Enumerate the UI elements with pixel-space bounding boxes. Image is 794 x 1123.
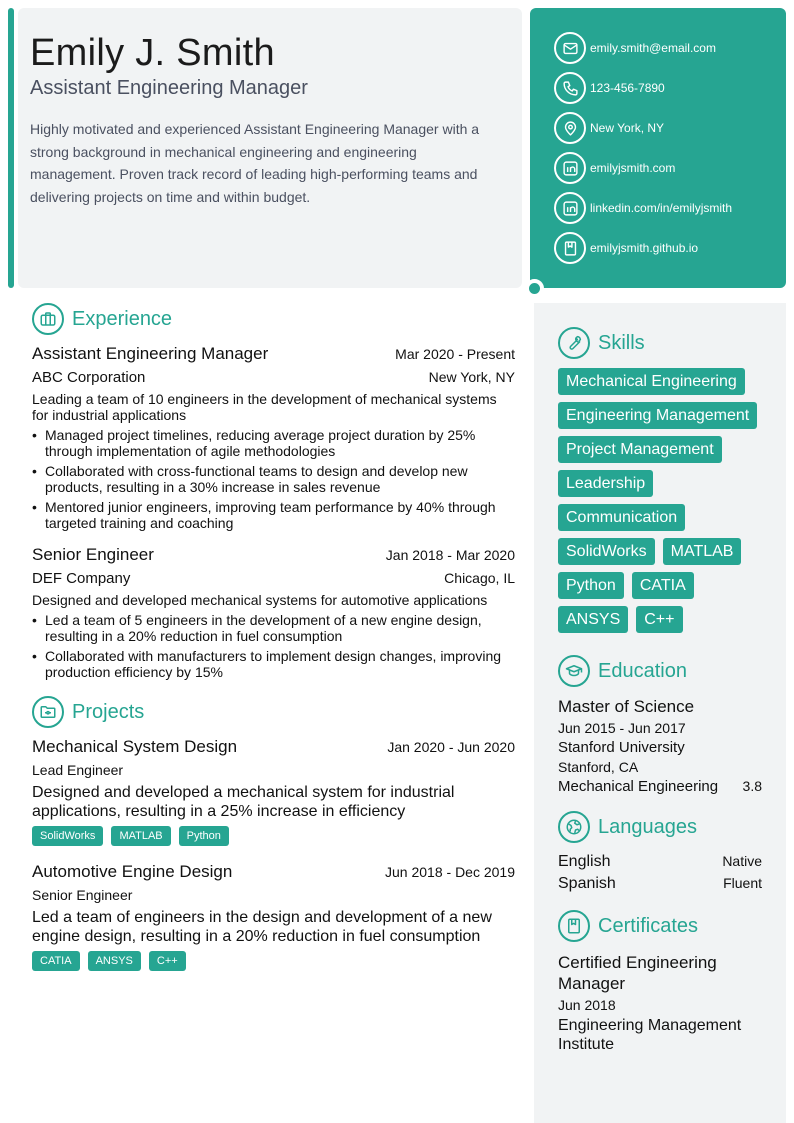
project-tag: MATLAB bbox=[111, 826, 170, 846]
language-level: Fluent bbox=[723, 875, 762, 891]
project-tags bbox=[32, 826, 515, 846]
certificate-name: Certified Engineering Manager bbox=[558, 953, 717, 993]
gpa: 3.8 bbox=[742, 778, 762, 794]
education-dates: Jun 2015 - Jun 2017 bbox=[558, 720, 686, 736]
skill-tag: MATLAB bbox=[663, 538, 742, 565]
project-name: Mechanical System Design bbox=[32, 737, 238, 756]
skill-tag: Python bbox=[558, 572, 624, 599]
job-bullet: • Collaborated with cross-functional teams to design and develop new products, resulting in a 30% increase in sales revenue bbox=[32, 463, 515, 495]
project-description: Led a team of engineers in the design and development of a new engine design, resulting in a 20% reduction in fuel consumption bbox=[32, 909, 492, 945]
job-bullet: • Mentored junior engineers, improving team performance by 40% through targeted training and coaching bbox=[32, 499, 515, 531]
skill-tag: Project Management bbox=[558, 436, 722, 463]
school-name: Stanford University bbox=[558, 739, 685, 756]
job-dates: Mar 2020 - Present bbox=[395, 346, 515, 362]
skills-section-header bbox=[558, 327, 762, 359]
wrench-icon bbox=[558, 327, 590, 359]
email-text: emily.smith@email.com bbox=[590, 41, 716, 55]
certificate-date: Jun 2018 bbox=[558, 997, 616, 1013]
certificates-section-header bbox=[558, 910, 762, 942]
website-text: emilyjsmith.com bbox=[590, 161, 676, 175]
project-tag: Python bbox=[179, 826, 229, 846]
school-location: Stanford, CA bbox=[558, 759, 639, 775]
envelope-icon bbox=[554, 32, 586, 64]
projects-section-header bbox=[32, 696, 515, 728]
skill-tag: SolidWorks bbox=[558, 538, 655, 565]
folder-icon bbox=[32, 696, 64, 728]
resume-header bbox=[18, 8, 522, 288]
job-bullets bbox=[32, 427, 515, 531]
job-location: Chicago, IL bbox=[444, 570, 515, 586]
project-tags bbox=[32, 951, 515, 971]
project-name: Automotive Engine Design bbox=[32, 862, 233, 881]
candidate-title: Assistant Engineering Manager bbox=[30, 77, 308, 99]
skill-tag: CATIA bbox=[632, 572, 694, 599]
graduation-cap-icon bbox=[558, 655, 590, 687]
project-tag: SolidWorks bbox=[32, 826, 103, 846]
certificate-item bbox=[558, 952, 762, 1054]
skill-tag: Leadership bbox=[558, 470, 653, 497]
language-item bbox=[558, 875, 762, 893]
language-name: Spanish bbox=[558, 875, 616, 892]
profile-summary: Highly motivated and experienced Assistant Engineering Manager with a strong background in mechanical engineering and engineering management. Proven track record of leading high-performing teams and delivering projects on time and within budget. bbox=[30, 121, 480, 205]
job-title: Senior Engineer bbox=[32, 545, 154, 564]
github-text: emilyjsmith.github.io bbox=[590, 241, 699, 255]
languages-section-header bbox=[558, 811, 762, 843]
project-item bbox=[32, 737, 515, 846]
project-item bbox=[32, 862, 515, 971]
project-role: Senior Engineer bbox=[32, 887, 133, 903]
briefcase-icon bbox=[32, 303, 64, 335]
header-accent-bar bbox=[8, 8, 14, 288]
language-name: English bbox=[558, 853, 611, 870]
education-item bbox=[558, 697, 762, 795]
section-title: Languages bbox=[598, 815, 697, 838]
phone-text: 123-456-7890 bbox=[590, 81, 665, 95]
language-level: Native bbox=[722, 853, 762, 869]
phone-icon bbox=[554, 72, 586, 104]
contact-location bbox=[554, 112, 786, 144]
job-bullets bbox=[32, 612, 515, 680]
section-title: Education bbox=[598, 659, 687, 682]
job-dates: Jan 2018 - Mar 2020 bbox=[385, 547, 515, 563]
skill-tag: Engineering Management bbox=[558, 402, 757, 429]
timeline-dot bbox=[525, 279, 544, 298]
project-role: Lead Engineer bbox=[32, 762, 124, 778]
skills-list bbox=[558, 368, 768, 640]
job-title: Assistant Engineering Manager bbox=[32, 344, 269, 363]
project-dates: Jan 2020 - Jun 2020 bbox=[387, 739, 515, 755]
field-of-study: Mechanical Engineering bbox=[558, 778, 719, 795]
project-tag: ANSYS bbox=[88, 951, 141, 971]
section-title: Experience bbox=[72, 307, 173, 330]
company-name: DEF Company bbox=[32, 570, 131, 587]
section-title: Projects bbox=[72, 700, 145, 723]
experience-item bbox=[32, 344, 515, 531]
contact-email[interactable] bbox=[554, 32, 786, 64]
job-location: New York, NY bbox=[428, 369, 515, 385]
contact-phone[interactable] bbox=[554, 72, 786, 104]
book-icon bbox=[554, 232, 586, 264]
project-description: Designed and developed a mechanical system for industrial applications, resulting in a 25% increase in efficiency bbox=[32, 784, 455, 820]
job-bullet: • Managed project timelines, reducing average project duration by 25% through implementation of agile methodologies bbox=[32, 427, 515, 459]
degree: Master of Science bbox=[558, 697, 695, 716]
linkedin-icon bbox=[554, 192, 586, 224]
skill-tag: Mechanical Engineering bbox=[558, 368, 745, 395]
experience-section-header bbox=[32, 303, 515, 335]
job-bullet: • Led a team of 5 engineers in the development of a new engine design, resulting in a 20% reduction in fuel consumption bbox=[32, 612, 515, 644]
globe-icon bbox=[558, 811, 590, 843]
company-name: ABC Corporation bbox=[32, 369, 146, 386]
contact-linkedin[interactable] bbox=[554, 192, 786, 224]
contact-panel bbox=[530, 8, 786, 288]
project-tag: CATIA bbox=[32, 951, 80, 971]
contact-github[interactable] bbox=[554, 232, 786, 264]
language-item bbox=[558, 853, 762, 871]
contact-website[interactable] bbox=[554, 152, 786, 184]
project-dates: Jun 2018 - Dec 2019 bbox=[385, 864, 515, 880]
section-title: Skills bbox=[598, 331, 645, 354]
job-summary: Designed and developed mechanical systems for automotive applications bbox=[32, 592, 488, 608]
map-pin-icon bbox=[554, 112, 586, 144]
main-column bbox=[32, 303, 515, 971]
experience-item bbox=[32, 545, 515, 680]
job-bullet: • Collaborated with manufacturers to implement design changes, improving production efficiency by 15% bbox=[32, 648, 515, 680]
skill-tag: C++ bbox=[636, 606, 682, 633]
skill-tag: Communication bbox=[558, 504, 685, 531]
certificate-icon bbox=[558, 910, 590, 942]
linkedin-text: linkedin.com/in/emilyjsmith bbox=[590, 201, 733, 215]
project-tag: C++ bbox=[149, 951, 186, 971]
education-section-header bbox=[558, 655, 762, 687]
sidebar bbox=[534, 303, 786, 1123]
linkedin-icon bbox=[554, 152, 586, 184]
candidate-name: Emily J. Smith bbox=[30, 32, 275, 74]
location-text: New York, NY bbox=[590, 121, 665, 135]
job-summary: Leading a team of 10 engineers in the development of mechanical systems for industrial applications bbox=[32, 391, 497, 423]
section-title: Certificates bbox=[598, 914, 699, 937]
certificate-issuer: Engineering Management Institute bbox=[558, 1017, 742, 1053]
skill-tag: ANSYS bbox=[558, 606, 628, 633]
